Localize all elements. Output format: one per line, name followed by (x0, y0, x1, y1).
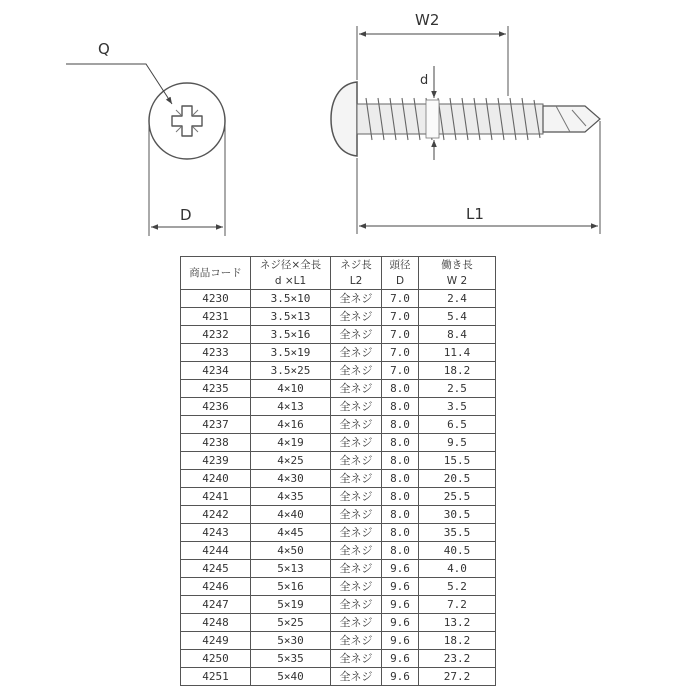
cell-thread-length: 全ネジ (331, 290, 382, 308)
cell-head-diameter: 9.6 (382, 596, 419, 614)
cell-size: 4×16 (251, 416, 331, 434)
table-row (181, 470, 496, 488)
cell-head-diameter: 8.0 (382, 380, 419, 398)
cell-size: 3.5×10 (251, 290, 331, 308)
cell-code: 4241 (181, 488, 251, 506)
table-row (181, 290, 496, 308)
cell-thread-length: 全ネジ (331, 416, 382, 434)
cell-head-diameter: 7.0 (382, 362, 419, 380)
cell-code: 4235 (181, 380, 251, 398)
cell-working-length: 25.5 (419, 488, 496, 506)
cell-thread-length: 全ネジ (331, 344, 382, 362)
cell-thread-length: 全ネジ (331, 632, 382, 650)
cell-thread-length: 全ネジ (331, 434, 382, 452)
cell-head-diameter: 8.0 (382, 416, 419, 434)
cell-working-length: 20.5 (419, 470, 496, 488)
table-row (181, 542, 496, 560)
cell-working-length: 5.2 (419, 578, 496, 596)
cell-working-length: 2.5 (419, 380, 496, 398)
cell-size: 5×35 (251, 650, 331, 668)
cell-head-diameter: 7.0 (382, 326, 419, 344)
cell-working-length: 27.2 (419, 668, 496, 686)
cell-head-diameter: 8.0 (382, 542, 419, 560)
table-row (181, 416, 496, 434)
table-row (181, 632, 496, 650)
cell-code: 4251 (181, 668, 251, 686)
cell-head-diameter: 9.6 (382, 668, 419, 686)
q-leader (66, 40, 172, 104)
table-row (181, 614, 496, 632)
header-working-length-sub: W 2 (419, 273, 496, 290)
cell-size: 4×25 (251, 452, 331, 470)
header-product-code: 商品コード (181, 257, 251, 290)
cell-head-diameter: 8.0 (382, 470, 419, 488)
cell-working-length: 13.2 (419, 614, 496, 632)
label-d-head: D (180, 206, 192, 224)
table-row (181, 326, 496, 344)
cell-head-diameter: 9.6 (382, 632, 419, 650)
cell-code: 4243 (181, 524, 251, 542)
cell-head-diameter: 8.0 (382, 524, 419, 542)
cell-size: 5×19 (251, 596, 331, 614)
cell-head-diameter: 8.0 (382, 506, 419, 524)
label-d-thread: d (420, 73, 429, 88)
label-q: Q (98, 40, 110, 58)
cell-head-diameter: 9.6 (382, 614, 419, 632)
header-size-sub: d ×L1 (251, 273, 331, 290)
cell-head-diameter: 9.6 (382, 560, 419, 578)
cell-head-diameter: 9.6 (382, 578, 419, 596)
cell-thread-length: 全ネジ (331, 488, 382, 506)
cell-size: 5×13 (251, 560, 331, 578)
header-thread-length: ネジ長 (331, 257, 382, 274)
cell-size: 4×19 (251, 434, 331, 452)
table-row (181, 398, 496, 416)
cell-code: 4250 (181, 650, 251, 668)
cell-head-diameter: 9.6 (382, 650, 419, 668)
cell-code: 4232 (181, 326, 251, 344)
cell-size: 4×50 (251, 542, 331, 560)
cell-size: 5×40 (251, 668, 331, 686)
cell-thread-length: 全ネジ (331, 326, 382, 344)
table-row (181, 650, 496, 668)
cell-head-diameter: 7.0 (382, 290, 419, 308)
cell-thread-length: 全ネジ (331, 650, 382, 668)
label-w2: W2 (415, 11, 440, 29)
cell-thread-length: 全ネジ (331, 560, 382, 578)
table-row (181, 344, 496, 362)
cell-size: 3.5×16 (251, 326, 331, 344)
cell-working-length: 7.2 (419, 596, 496, 614)
cell-size: 3.5×19 (251, 344, 331, 362)
cell-size: 4×35 (251, 488, 331, 506)
cell-working-length: 30.5 (419, 506, 496, 524)
cell-thread-length: 全ネジ (331, 506, 382, 524)
table-row (181, 308, 496, 326)
cell-thread-length: 全ネジ (331, 380, 382, 398)
cell-working-length: 11.4 (419, 344, 496, 362)
cell-working-length: 15.5 (419, 452, 496, 470)
cell-size: 4×10 (251, 380, 331, 398)
cell-thread-length: 全ネジ (331, 470, 382, 488)
cell-code: 4242 (181, 506, 251, 524)
cell-working-length: 8.4 (419, 326, 496, 344)
cell-code: 4238 (181, 434, 251, 452)
cell-thread-length: 全ネジ (331, 398, 382, 416)
cell-working-length: 9.5 (419, 434, 496, 452)
header-row-top (181, 257, 496, 274)
cell-working-length: 2.4 (419, 290, 496, 308)
cell-head-diameter: 8.0 (382, 452, 419, 470)
drill-tip (543, 106, 600, 132)
cell-code: 4239 (181, 452, 251, 470)
table-row (181, 452, 496, 470)
table-row (181, 506, 496, 524)
screw-side-view (331, 82, 600, 156)
cell-head-diameter: 7.0 (382, 308, 419, 326)
cell-size: 4×30 (251, 470, 331, 488)
cell-thread-length: 全ネジ (331, 524, 382, 542)
cell-thread-length: 全ネジ (331, 668, 382, 686)
table-row (181, 380, 496, 398)
table-row (181, 668, 496, 686)
cell-head-diameter: 7.0 (382, 344, 419, 362)
cell-code: 4230 (181, 290, 251, 308)
cell-working-length: 18.2 (419, 362, 496, 380)
screw-head-top-view (149, 83, 225, 159)
cell-size: 5×30 (251, 632, 331, 650)
cell-working-length: 35.5 (419, 524, 496, 542)
cell-thread-length: 全ネジ (331, 596, 382, 614)
header-working-length: 働き長 (419, 257, 496, 274)
dimension-l1 (357, 121, 600, 234)
cell-code: 4244 (181, 542, 251, 560)
header-head-diameter-sub: D (382, 273, 419, 290)
cell-code: 4245 (181, 560, 251, 578)
header-size: ネジ径×全長 (251, 257, 331, 274)
table-row (181, 434, 496, 452)
cell-code: 4236 (181, 398, 251, 416)
cell-thread-length: 全ネジ (331, 578, 382, 596)
cell-thread-length: 全ネジ (331, 614, 382, 632)
cell-size: 3.5×13 (251, 308, 331, 326)
cell-code: 4247 (181, 596, 251, 614)
cell-size: 4×40 (251, 506, 331, 524)
cell-size: 5×16 (251, 578, 331, 596)
table-row (181, 596, 496, 614)
cell-working-length: 3.5 (419, 398, 496, 416)
cell-thread-length: 全ネジ (331, 308, 382, 326)
cell-working-length: 4.0 (419, 560, 496, 578)
cell-code: 4237 (181, 416, 251, 434)
cell-thread-length: 全ネジ (331, 362, 382, 380)
table-row (181, 362, 496, 380)
label-l1: L1 (466, 205, 484, 223)
header-thread-length-sub: L2 (331, 273, 382, 290)
cell-code: 4233 (181, 344, 251, 362)
cell-working-length: 23.2 (419, 650, 496, 668)
cell-working-length: 18.2 (419, 632, 496, 650)
screw-drawing (0, 0, 700, 245)
cell-code: 4231 (181, 308, 251, 326)
spec-table (180, 256, 496, 686)
pan-head (331, 82, 357, 156)
cell-size: 4×45 (251, 524, 331, 542)
cell-size: 3.5×25 (251, 362, 331, 380)
table-row (181, 524, 496, 542)
cell-code: 4248 (181, 614, 251, 632)
cell-code: 4234 (181, 362, 251, 380)
cell-size: 5×25 (251, 614, 331, 632)
dimension-w2 (357, 11, 508, 96)
cell-head-diameter: 8.0 (382, 434, 419, 452)
header-head-diameter: 頭径 (382, 257, 419, 274)
cell-code: 4246 (181, 578, 251, 596)
cell-working-length: 6.5 (419, 416, 496, 434)
cell-head-diameter: 8.0 (382, 488, 419, 506)
cell-working-length: 40.5 (419, 542, 496, 560)
cell-size: 4×13 (251, 398, 331, 416)
cell-thread-length: 全ネジ (331, 542, 382, 560)
table-row (181, 560, 496, 578)
table-row (181, 488, 496, 506)
cell-working-length: 5.4 (419, 308, 496, 326)
cell-thread-length: 全ネジ (331, 452, 382, 470)
cell-head-diameter: 8.0 (382, 398, 419, 416)
table-body (181, 290, 496, 686)
cell-code: 4240 (181, 470, 251, 488)
cell-code: 4249 (181, 632, 251, 650)
table-row (181, 578, 496, 596)
